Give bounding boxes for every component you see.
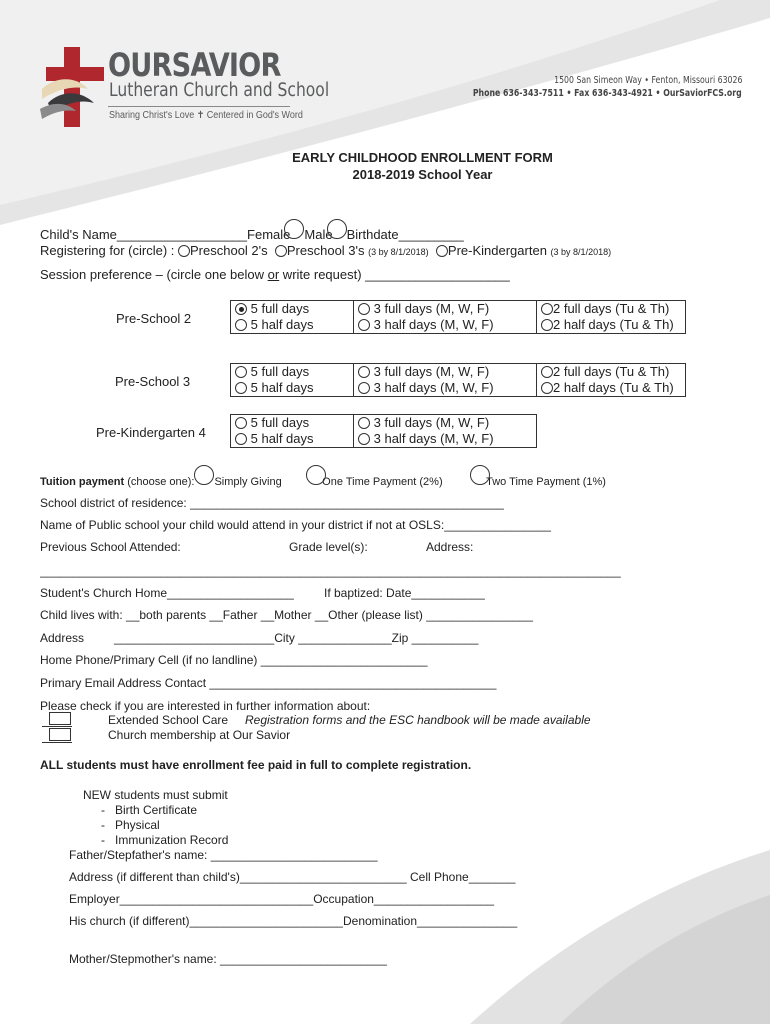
program-name: Pre-Kindergarten 4 [96, 425, 206, 440]
radio[interactable] [358, 433, 370, 445]
membership-label: Church membership at Our Savior [108, 728, 291, 742]
female-label: Female [247, 227, 291, 242]
option-label: 3 half days (M, W, F) [373, 380, 494, 395]
public-school-field[interactable]: Name of Public school your child would attend in your district if not at OSLS:________________ [40, 518, 551, 532]
program-name: Pre-School 3 [115, 374, 191, 389]
option-row[interactable] [541, 380, 681, 396]
grade-levels-label[interactable]: Grade level(s): [289, 540, 368, 554]
radio[interactable] [235, 433, 247, 445]
doc-item: - Physical [101, 818, 160, 832]
address-field[interactable]: Address ________________________City ______________Zip __________ [40, 631, 479, 645]
radio[interactable] [235, 382, 247, 394]
option-label: 5 full days [250, 364, 310, 379]
mother-name-field[interactable]: Mother/Stepmother's name: _________________________ [69, 952, 387, 966]
form-title [0, 150, 770, 182]
option-row[interactable] [235, 317, 349, 333]
option-row[interactable] [358, 364, 532, 380]
check-intro: Please check if you are interested in further information about: [40, 699, 371, 713]
preschool2-options [230, 300, 686, 334]
female-radio[interactable] [284, 219, 304, 239]
option-row[interactable] [358, 431, 532, 447]
option-row[interactable] [235, 431, 349, 447]
doc-item: - Immunization Record [101, 833, 229, 847]
program-name: Pre-School 2 [116, 311, 192, 326]
option-row[interactable] [235, 364, 349, 380]
doc-label: Physical [115, 818, 160, 832]
school-district-field[interactable]: School district of residence: _______________________________________________ [40, 496, 504, 510]
option-label: 5 half days [250, 317, 314, 332]
school-address: 1500 San Simeon Way • Fenton, Missouri 63026 [553, 75, 742, 86]
birthdate-field[interactable]: Birthdate_________ [346, 227, 464, 242]
checkbox-underline [42, 726, 72, 727]
preschool3-options [230, 363, 686, 397]
employer-field[interactable]: Employer_____________________________Occupation__________________ [69, 892, 495, 906]
tuition-label: Tuition payment [40, 476, 125, 488]
option-label: 5 full days [250, 301, 310, 316]
radio[interactable] [358, 382, 370, 394]
radio[interactable] [541, 366, 553, 378]
option-label: 2 half days (Tu & Th) [553, 317, 674, 332]
male-label: Male [304, 227, 333, 242]
option-row[interactable] [358, 415, 532, 431]
logo-cross-icon [38, 45, 108, 129]
option-label: 5 half days [250, 380, 314, 395]
previous-school-label[interactable]: Previous School Attended: [40, 540, 181, 554]
radio[interactable] [541, 319, 553, 331]
simply-giving-label: Simply Giving [214, 476, 282, 488]
radio[interactable] [358, 366, 370, 378]
preschool3-label: Preschool 3's [286, 243, 365, 258]
option-row[interactable] [358, 380, 532, 396]
membership-checkbox[interactable] [49, 728, 71, 741]
two-time-label: Two Time Payment (1%) [486, 476, 606, 488]
father-name-field[interactable]: Father/Stepfather's name: _________________________ [69, 848, 378, 862]
radio[interactable] [235, 417, 247, 429]
option-label: 5 half days [250, 431, 314, 446]
school-phone: Phone 636-343-7511 • Fax 636-343-4921 • OurSaviorFCS.org [473, 88, 742, 99]
preschool2-radio[interactable] [178, 245, 190, 257]
radio[interactable] [541, 382, 553, 394]
option-label: 3 half days (M, W, F) [373, 431, 494, 446]
church-home-field[interactable]: Student's Church Home___________________ [40, 586, 294, 600]
prek-radio[interactable] [436, 245, 448, 257]
esc-checkbox[interactable] [49, 712, 71, 725]
option-label: 2 half days (Tu & Th) [553, 380, 674, 395]
male-radio[interactable] [327, 219, 347, 239]
father-address-field[interactable]: Address (if different than child's)_________________________ Cell Phone_______ [69, 870, 516, 884]
option-label: 2 full days (Tu & Th) [553, 364, 670, 379]
home-phone-field[interactable]: Home Phone/Primary Cell (if no landline) _________________________ [40, 653, 428, 667]
registering-row [40, 243, 611, 258]
radio[interactable] [235, 319, 247, 331]
option-label: 5 full days [250, 415, 310, 430]
option-label: 2 full days (Tu & Th) [553, 301, 670, 316]
option-row[interactable] [358, 301, 532, 317]
option-row[interactable] [541, 301, 681, 317]
school-year: 2018-2019 School Year [352, 167, 493, 182]
fee-notice: ALL students must have enrollment fee paid in full to complete registration. [40, 758, 472, 772]
session-pref-text: Session preference – (circle one below [40, 267, 268, 282]
option-row[interactable] [235, 301, 349, 317]
option-row[interactable] [235, 415, 349, 431]
doc-label: Birth Certificate [115, 803, 198, 817]
radio[interactable] [358, 303, 370, 315]
child-name-row [40, 219, 464, 242]
registering-label: Registering for (circle) : [40, 243, 175, 258]
tuition-row [40, 465, 606, 488]
option-label: 3 half days (M, W, F) [373, 317, 494, 332]
simply-giving-radio[interactable] [194, 465, 214, 485]
session-pref-line: write request) ____________________ [279, 267, 510, 282]
child-name-field[interactable]: Child's Name__________________ [40, 227, 248, 242]
long-blank-line[interactable]: _______________________________________________________________________________________ [40, 564, 621, 578]
two-time-radio[interactable] [470, 465, 490, 485]
preschool2-label: Preschool 2's [190, 243, 268, 258]
tuition-choose: (choose one): [124, 476, 195, 488]
baptized-field[interactable]: If baptized: Date___________ [324, 586, 485, 600]
radio-selected[interactable] [235, 303, 247, 315]
preschool3-radio[interactable] [275, 245, 287, 257]
one-time-label: One Time Payment (2%) [322, 476, 443, 488]
prek-note: (3 by 8/1/2018) [550, 247, 612, 257]
logo-title: OURSAVIOR [108, 46, 281, 84]
doc-item: - Birth Certificate [101, 803, 198, 817]
option-row[interactable] [541, 317, 681, 333]
prek-label: Pre-Kindergarten [447, 243, 547, 258]
esc-label: Extended School Care [108, 713, 229, 727]
radio[interactable] [235, 366, 247, 378]
checkbox-underline [42, 742, 72, 743]
logo-divider [108, 106, 290, 107]
logo-subtitle: Lutheran Church and School [109, 80, 330, 101]
prev-address-label[interactable]: Address: [426, 540, 474, 554]
logo-tagline: Sharing Christ's Love ✝ Centered in God's Word [109, 110, 303, 121]
radio[interactable] [358, 319, 370, 331]
option-label: 3 full days (M, W, F) [373, 364, 490, 379]
radio[interactable] [541, 303, 553, 315]
option-label: 3 full days (M, W, F) [373, 301, 490, 316]
lives-with-field[interactable]: Child lives with: __both parents __Father __Mother __Other (please list) ________________ [40, 608, 533, 622]
doc-label: Immunization Record [115, 833, 229, 847]
option-row[interactable] [358, 317, 532, 333]
esc-note: Registration forms and the ESC handbook will be made available [245, 713, 591, 727]
option-row[interactable] [235, 380, 349, 396]
option-row[interactable] [541, 364, 681, 380]
email-field[interactable]: Primary Email Address Contact ___________________________________________ [40, 676, 497, 690]
preschool3-note: (3 by 8/1/2018) [368, 247, 429, 257]
session-preference[interactable] [40, 267, 510, 282]
prek4-options [230, 414, 537, 448]
session-pref-or: or [267, 267, 280, 282]
radio[interactable] [358, 417, 370, 429]
option-label: 3 full days (M, W, F) [373, 415, 490, 430]
new-students-heading: NEW students must submit [83, 788, 228, 802]
his-church-field[interactable]: His church (if different)_______________________Denomination_______________ [69, 914, 518, 928]
form-title-text: EARLY CHILDHOOD ENROLLMENT FORM [292, 150, 553, 165]
